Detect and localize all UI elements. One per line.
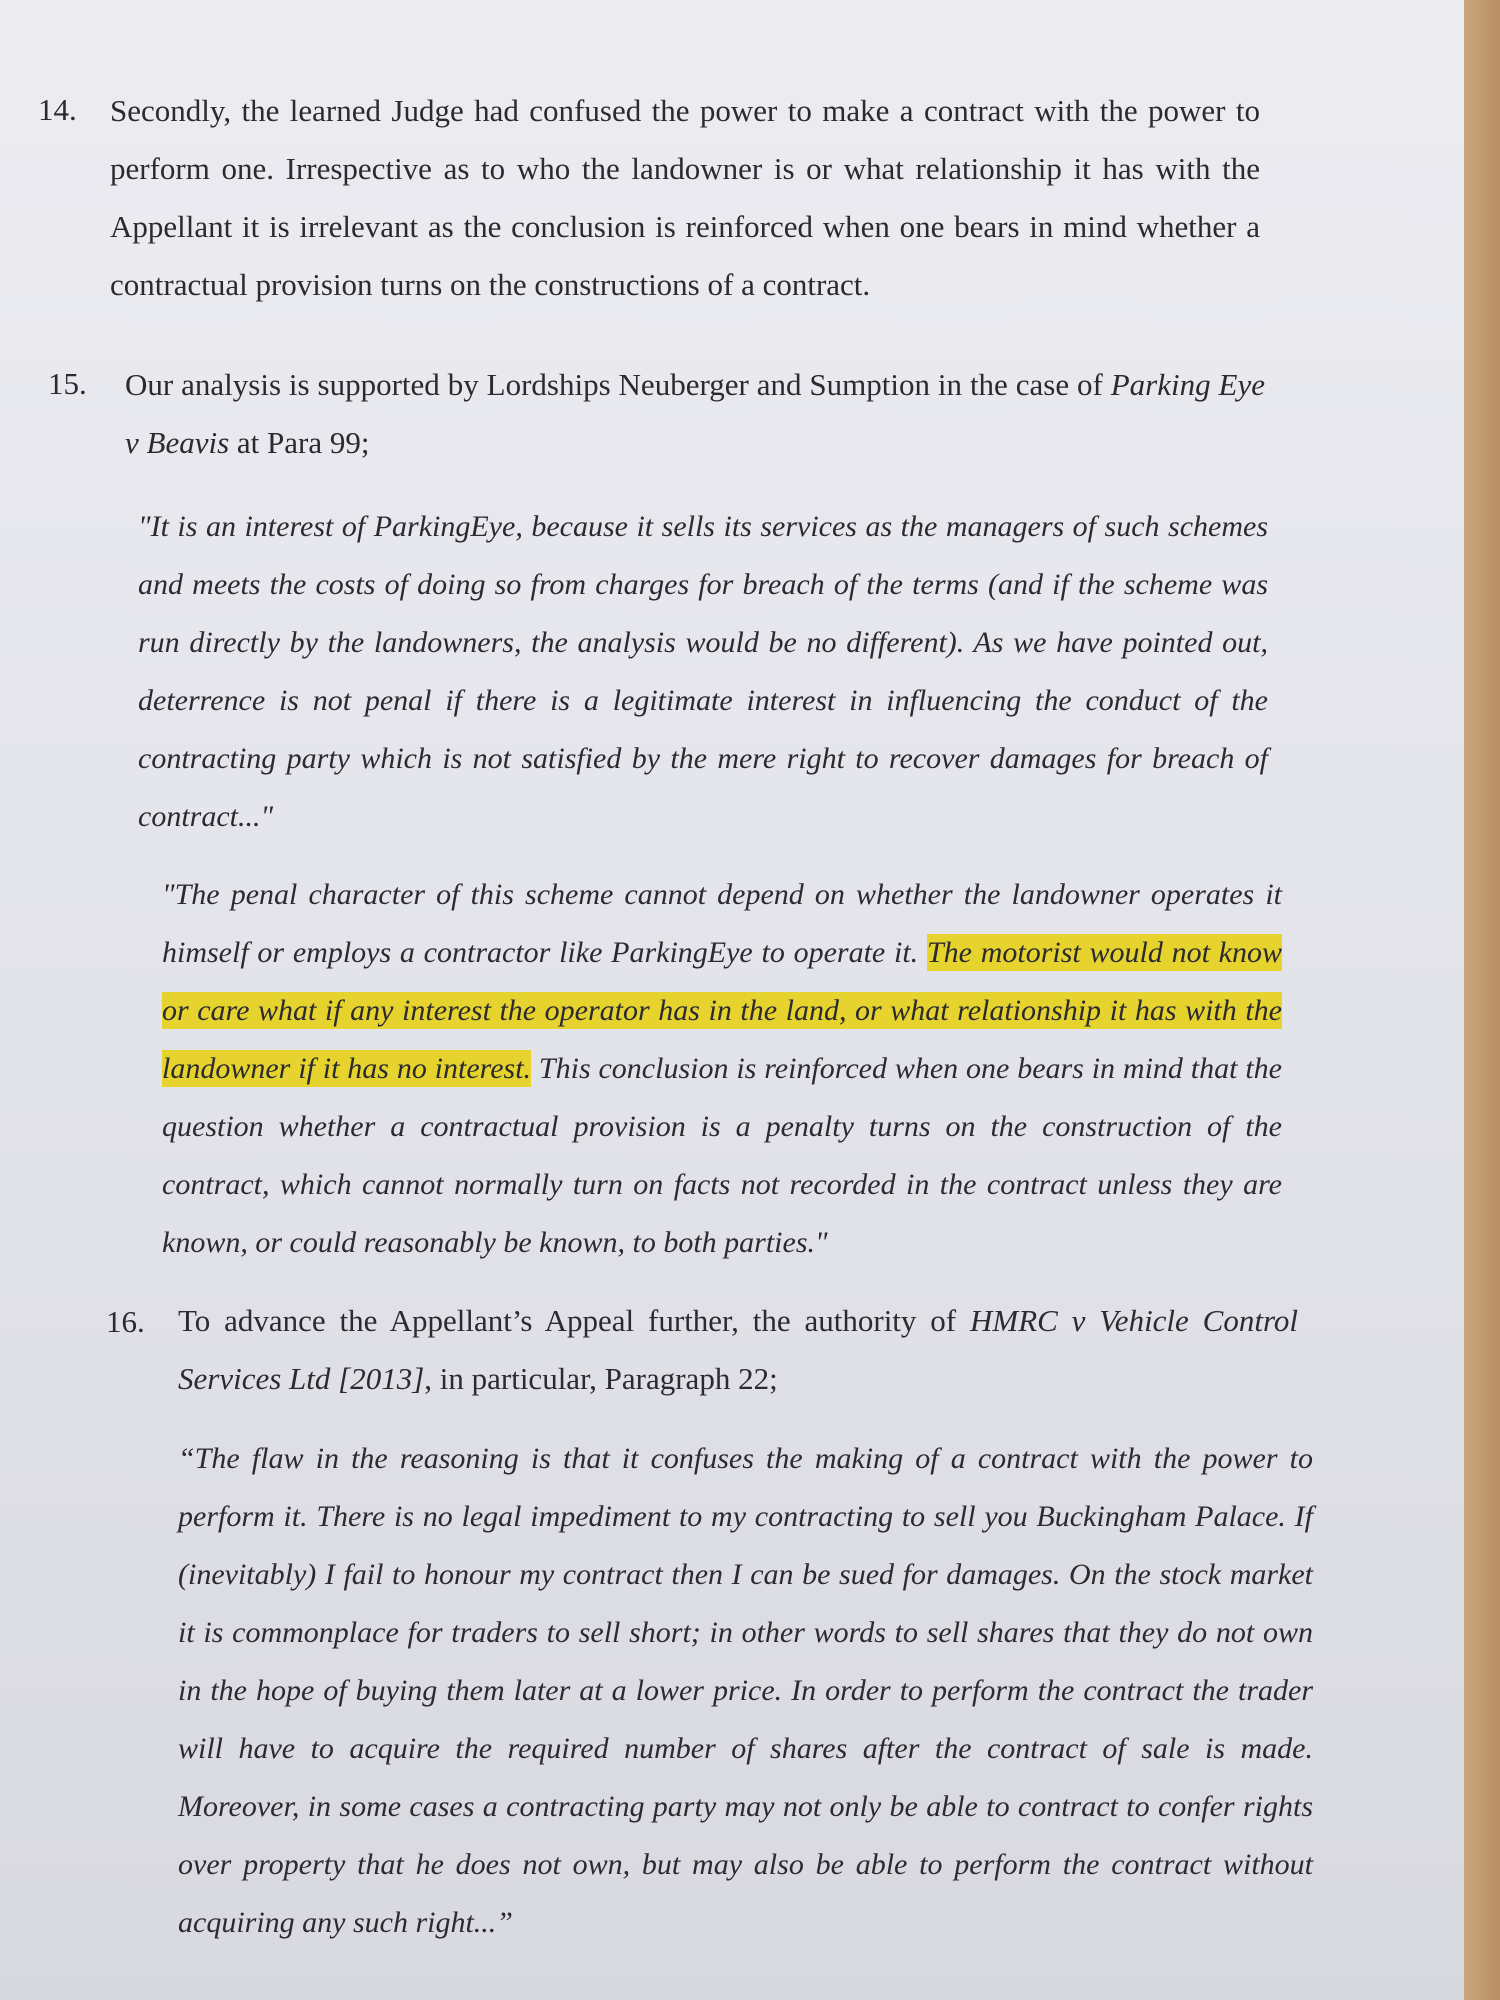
page-edge [1464, 0, 1500, 2000]
paragraph-text-intro: To advance the Appellant’s Appeal further, the authority of [178, 1303, 970, 1338]
paragraph-text [125, 356, 1265, 472]
case-citation: Parking Eye v Beavis [125, 367, 1265, 460]
paragraph-number: 16. [106, 1304, 145, 1339]
paragraph-text-reference: at Para 99; [229, 425, 370, 460]
paragraph-number: 15. [48, 366, 87, 401]
paragraph-text: Secondly, the learned Judge had confused the power to make a contract with the power to perform one. Irrespective as to who the landowner is or what relationship it has with the Appellant it is irrelevant as the conclusion is reinforced when one bears in mind whether a contractual provision turns on the constructions of a contract. [110, 93, 1260, 302]
paragraph-text-reference: , in particular, Paragraph 22; [424, 1361, 778, 1396]
quote-block-1: "It is an interest of ParkingEye, because it sells its services as the managers of such schemes and meets the costs of doing so from charges for breach of the terms (and if the scheme was run directly by the landowners, the analysis would be no different). As we have pointed out, deterrence is not penal if there is a legitimate interest in influencing the conduct of the contracting party which is not satisfied by the mere right to recover damages for breach of contract..." [138, 510, 1268, 833]
quote-text: "The penal character of this scheme cannot depend on whether the landowner operates it himself or employs a contractor like ParkingEye to operate it. [162, 878, 1282, 969]
quote-block-2 [162, 866, 1282, 1272]
paragraph-text-intro: Our analysis is supported by Lordships Neuberger and Sumption in the case of [125, 367, 1111, 402]
paragraph-text [178, 1292, 1298, 1408]
quote-text: This conclusion is reinforced when one bears in mind that the question whether a contractual provision is a penalty turns on the construction of the contract, which cannot normally turn on facts not recorded in the contract unless they are known, or could reasonably be known, to both parties." [162, 1052, 1282, 1259]
quote-block-3: “The flaw in the reasoning is that it confuses the making of a contract with the power to perform it. There is no legal impediment to my contracting to sell you Buckingham Palace. If (inevitably) I fail to honour my contract then I can be sued for damages. On the stock market it is commonplace for traders to sell short; in other words to sell shares that they do not own in the hope of buying them later at a lower price. In order to perform the contract the trader will have to acquire the required number of shares after the contract of sale is made. Moreover, in some cases a contracting party may not only be able to contract to confer rights over property that he does not own, but may also be able to perform the contract without acquiring any such right...” [178, 1442, 1313, 1939]
highlighted-text: The motorist would not know or care what if any interest the operator has in the land, or what relationship it has with the landowner if it has no interest. [162, 936, 1282, 1085]
paragraph-number: 14. [38, 92, 77, 127]
case-citation: HMRC v Vehicle Control Services Ltd [2013] [178, 1303, 1298, 1396]
